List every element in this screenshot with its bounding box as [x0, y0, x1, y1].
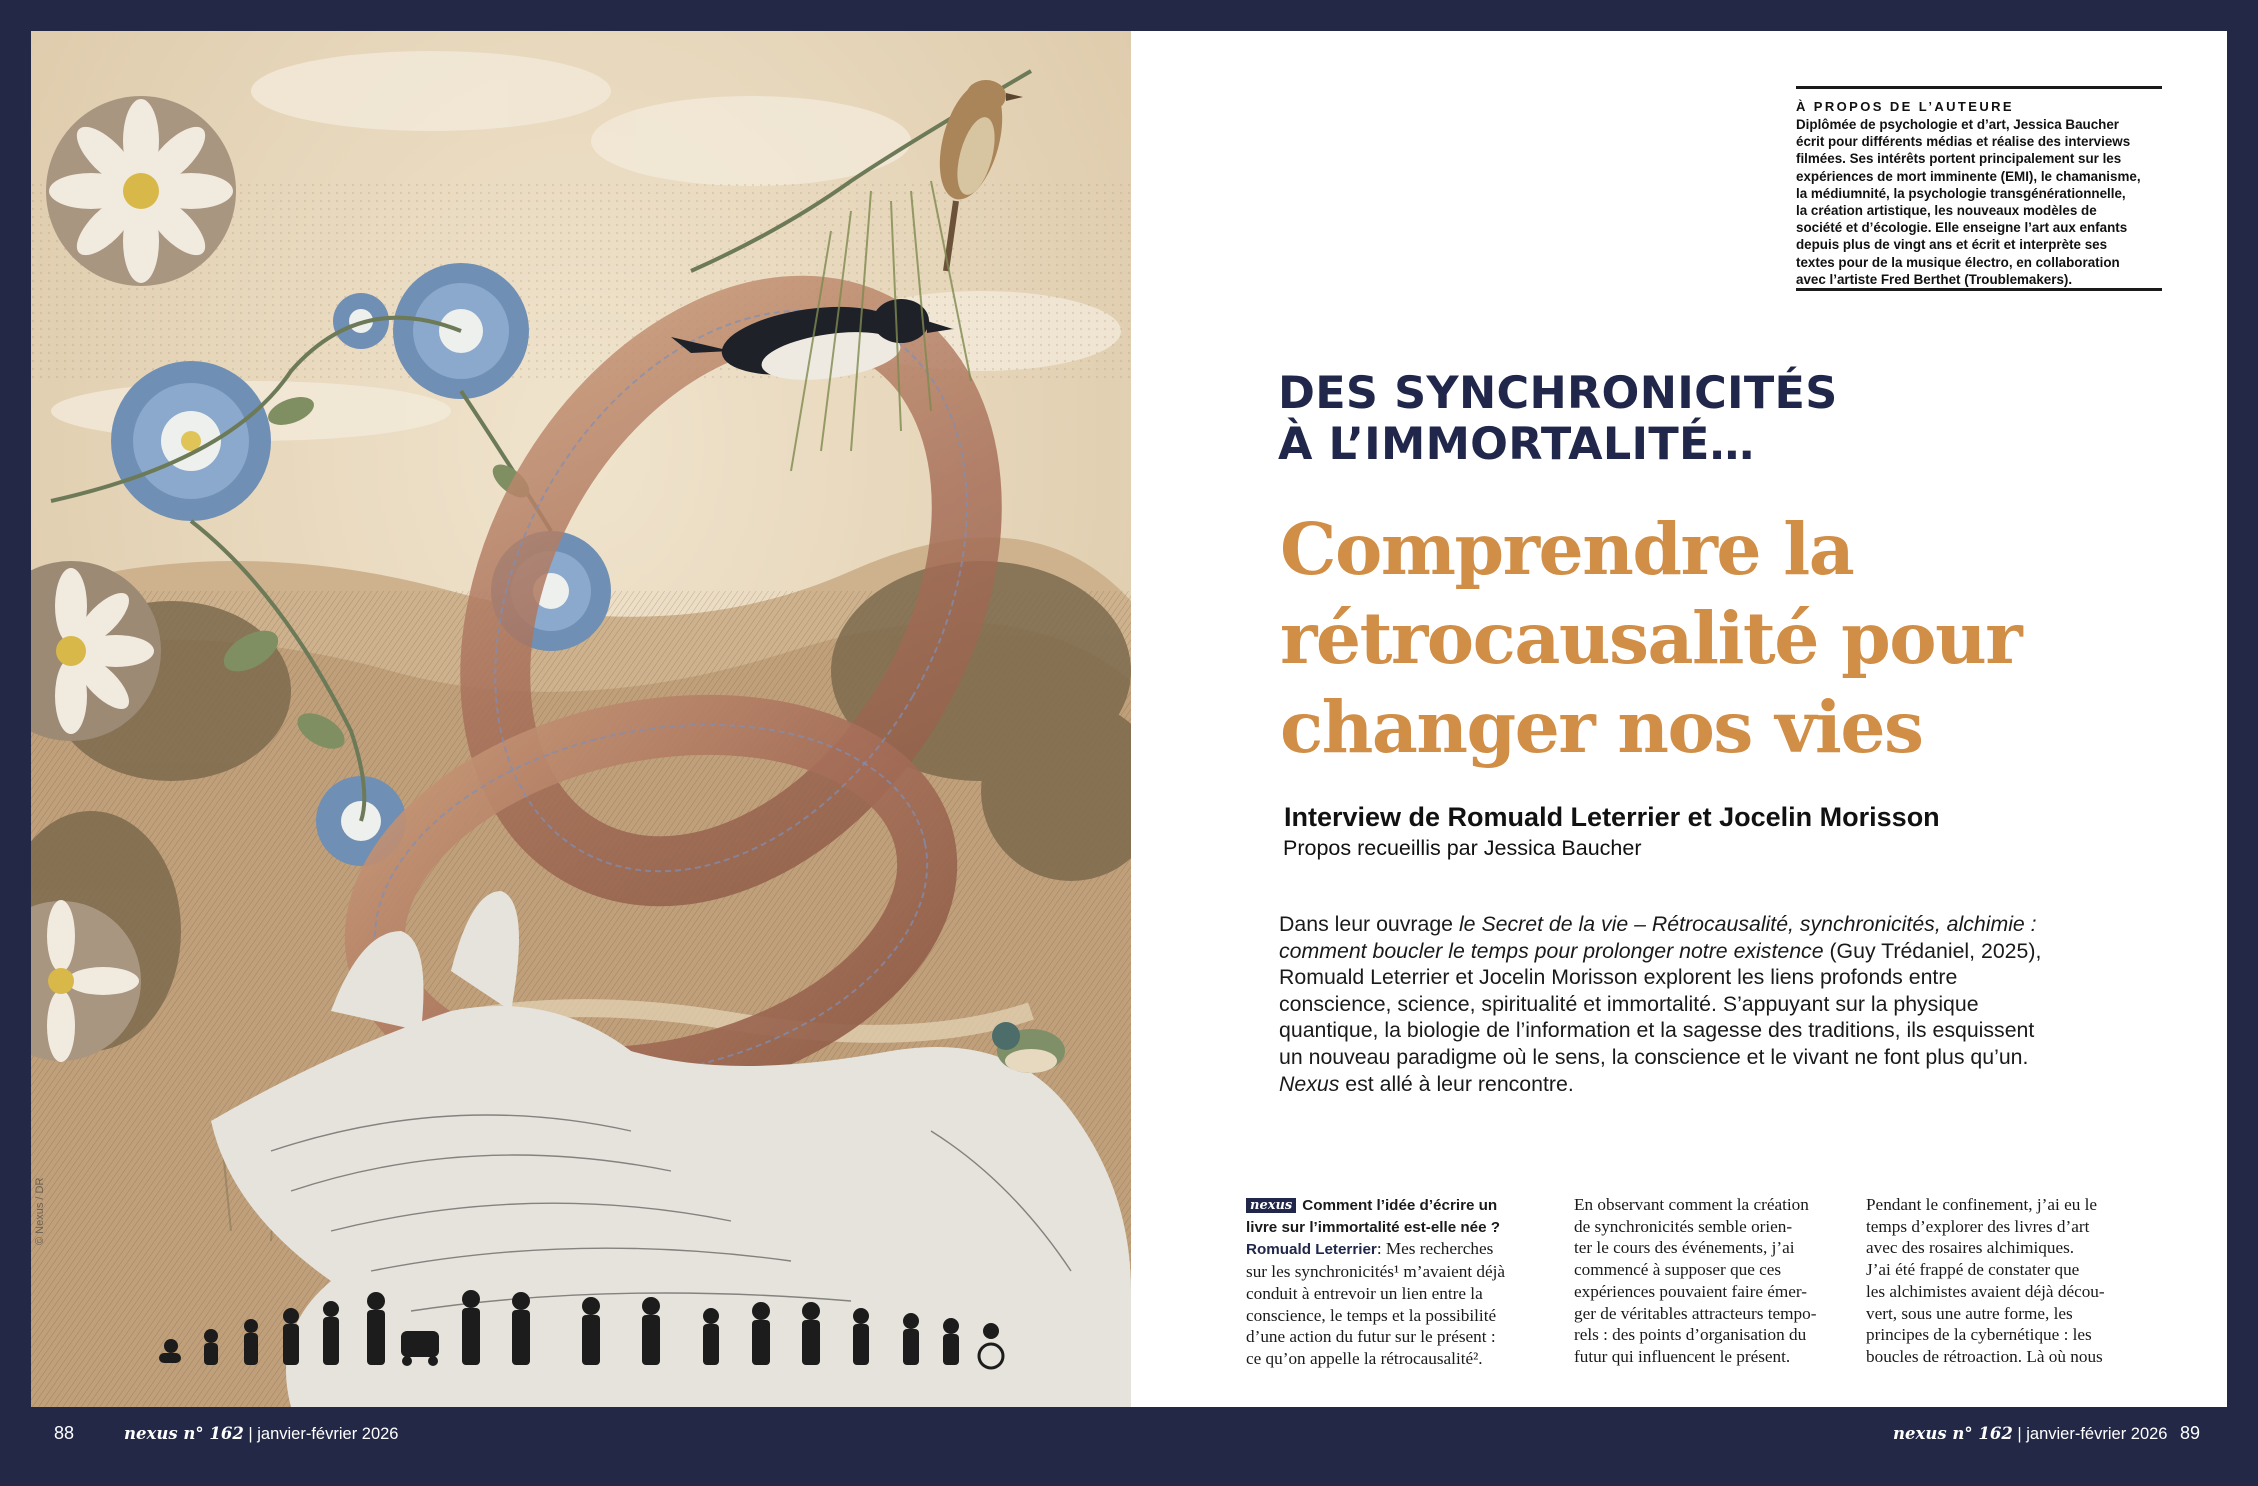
- body-line: de synchronicités semble orien-: [1574, 1216, 1793, 1236]
- body-line: temps d’explorer des livres d’art: [1866, 1216, 2090, 1236]
- book-title: le Secret de la vie – Rétrocausalité, synchronicités, alchimie :: [1458, 912, 2037, 936]
- footer-right: [1893, 1424, 2167, 1444]
- author-bio-line: la médiumnité, la psychologie transgénérationnelle,: [1796, 185, 2126, 201]
- intro-text: est allé à leur rencontre.: [1339, 1071, 1574, 1096]
- column-2: [1574, 1194, 1852, 1368]
- question: livre sur l’immortalité est-elle née ?: [1246, 1218, 1501, 1236]
- footer-issue: | janvier-février 2026: [2012, 1425, 2168, 1443]
- answer-text: : Mes recherches: [1376, 1239, 1494, 1259]
- flower-top-left: [46, 96, 236, 286]
- body-line: ger de véritables attracteurs tempo-: [1574, 1303, 1817, 1323]
- author-bio-line: filmées. Ses intérêts portent principalement sur les: [1796, 151, 2122, 167]
- author-box-top-rule: [1796, 86, 2162, 89]
- column-1: [1246, 1194, 1524, 1370]
- answer-line: conscience, le temps et la possibilité: [1246, 1305, 1497, 1325]
- cover-illustration: [31, 31, 1131, 1407]
- page-number-right: 89: [2180, 1423, 2201, 1443]
- author-bio-line: avec l’artiste Fred Berthet (Troublemakers).: [1796, 271, 2073, 287]
- nexus-badge: nexus: [1246, 1198, 1296, 1213]
- author-bio-line: la création artistique, les nouveaux modèles de: [1796, 203, 2097, 219]
- body-line: commencé à supposer que ces: [1574, 1260, 1782, 1280]
- body-line: futur qui influencent le présent.: [1574, 1346, 1791, 1366]
- author-box: [1796, 99, 2162, 288]
- question: Comment l’idée d’écrire un: [1302, 1197, 1498, 1214]
- illustration-credit: © Nexus / DR: [34, 1177, 46, 1245]
- author-bio-line: société et d’écologie. Elle enseigne l’art aux enfants: [1796, 220, 2128, 236]
- intro-text: (Guy Trédaniel, 2025),: [1823, 938, 2042, 963]
- footer-brand: nexus n° 162: [1893, 1424, 2013, 1443]
- answer-line: sur les synchronicités¹ m’avaient déjà: [1246, 1262, 1506, 1282]
- body-line: avec des rosaires alchimiques.: [1866, 1238, 2075, 1258]
- footer-brand: nexus n° 162: [124, 1424, 244, 1443]
- body-line: En observant comment la création: [1574, 1195, 1809, 1214]
- body-line: expériences pouvaient faire émer-: [1574, 1281, 1807, 1301]
- title-line: Comprendre la: [1280, 507, 1854, 591]
- page-number-left: 88: [54, 1423, 75, 1443]
- author-bio-line: Diplômée de psychologie et d’art, Jessica Baucher: [1796, 117, 2119, 132]
- intro-line: quantique, la biologie de l’information et la sagesse des traditions, ils esquissent: [1279, 1018, 2035, 1043]
- title-line: rétrocausalité pour: [1280, 596, 2022, 680]
- title-line: changer nos vies: [1280, 685, 1923, 769]
- footer-issue: | janvier-février 2026: [243, 1425, 399, 1443]
- answer-line: conduit à entrevoir un lien entre la: [1246, 1283, 1483, 1303]
- kicker-line: DES SYNCHRONICITÉS: [1278, 368, 1838, 419]
- body-line: boucles de rétroaction. Là où nous: [1866, 1346, 2103, 1366]
- answer-line: d’une action du futur sur le présent :: [1246, 1327, 1496, 1347]
- author-box-bottom-rule: [1796, 288, 2162, 291]
- body-line: principes de la cybernétique : les: [1866, 1325, 2092, 1345]
- article-intro: [1279, 911, 2159, 1097]
- body-line: vert, sous une autre forme, les: [1866, 1303, 2073, 1323]
- intro-text: Dans leur ouvrage: [1279, 912, 1459, 936]
- body-line: rels : des points d’organisation du: [1574, 1325, 1807, 1345]
- kicker-line: À L’IMMORTALITÉ…: [1278, 419, 1755, 470]
- illustration-svg: [31, 31, 1131, 1407]
- answer-line: ce qu’on appelle la rétrocausalité².: [1246, 1348, 1483, 1368]
- article-title: [1280, 505, 2180, 772]
- author-bio-line: textes pour de la musique électro, en collaboration: [1796, 254, 2120, 270]
- author-bio-line: expériences de mort imminente (EMI), le chamanisme,: [1796, 168, 2141, 184]
- author-bio-line: écrit pour différents médias et réalise des interviews: [1796, 134, 2131, 150]
- intro-line: un nouveau paradigme où le sens, la conscience et le vivant ne font plus qu’un.: [1279, 1044, 2029, 1069]
- body-line: les alchimistes avaient déjà décou-: [1866, 1281, 2105, 1301]
- author-bio: [1796, 116, 2162, 288]
- intro-line: Romuald Leterrier et Jocelin Morisson explorent les liens profonds entre: [1279, 965, 1958, 990]
- column-3: [1866, 1194, 2144, 1368]
- interview-byline: Interview de Romuald Leterrier et Jocelin Morisson: [1284, 802, 1940, 832]
- body-line: J’ai été frappé de constater que: [1866, 1260, 2080, 1280]
- body-line: Pendant le confinement, j’ai eu le: [1866, 1195, 2097, 1214]
- intro-line: conscience, science, spiritualité et immortalité. S’appuyant sur la physique: [1279, 991, 1979, 1016]
- article-kicker: [1278, 368, 1978, 470]
- book-subtitle: comment boucler le temps pour prolonger notre existence: [1279, 938, 1824, 963]
- collected-byline: Propos recueillis par Jessica Baucher: [1283, 836, 1642, 860]
- magazine-name: Nexus: [1279, 1071, 1340, 1096]
- body-line: ter le cours des événements, j’ai: [1574, 1238, 1795, 1258]
- author-bio-line: depuis plus de vingt ans et écrit et interprète ses: [1796, 237, 2108, 253]
- footer-left: [124, 1424, 398, 1444]
- author-box-kicker: À PROPOS DE L’AUTEURE: [1796, 99, 2014, 114]
- speaker-name: Romuald Leterrier: [1246, 1241, 1377, 1259]
